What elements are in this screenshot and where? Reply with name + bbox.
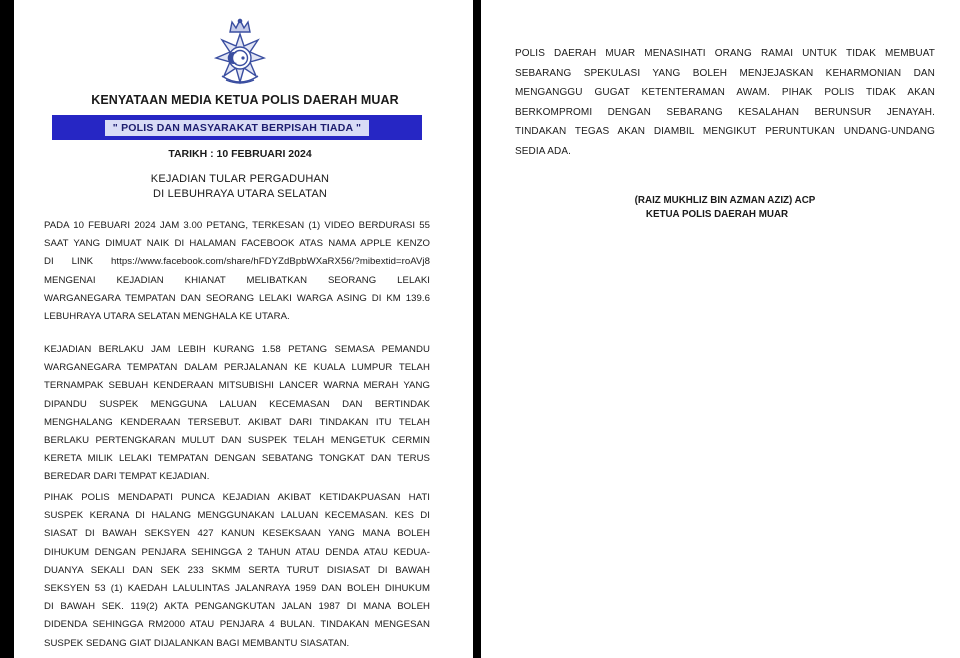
signatory-name: (RAIZ MUKHLIZ BIN AZMAN AZIZ) ACP — [634, 195, 816, 206]
text-line: DUANYA SEKALI DAN SEK 233 SKMM SERTA TURUT DISIASAT DI BAWAH — [44, 564, 430, 576]
subtitle — [40, 172, 440, 202]
text-line: DIHUKUM DENGAN PENJARA SEHINGGA 2 TAHUN ATAU DENDA ATAU KEDUA- — [44, 546, 430, 558]
text-line: SEDIA ADA. — [515, 145, 572, 157]
subtitle-line: KEJADIAN TULAR PERGADUHAN — [150, 173, 330, 185]
text-line: SUSPEK SEDANG GIAT DIJALANKAN BAGI MEMBANTU SIASATAN. — [44, 637, 350, 649]
facebook-link-line: DI LINK https://www.facebook.com/share/hFDYZdBpbWXaRX56/?mibextid=roAVj8 — [44, 256, 430, 268]
text-line: BERLAKU PERTENGKARAN MULUT DAN SUSPEK TELAH MENGETUK CERMIN — [44, 435, 430, 447]
subtitle-line: DI LEBUHRAYA UTARA SELATAN — [152, 188, 328, 200]
text-line: TERNAMPAK SEBUAH KENDERAAN MITSUBISHI LANCER WARNA MERAH YANG — [44, 380, 430, 392]
text-line: LEBUHRAYA UTARA SELATAN MENGHALA KE UTARA. — [44, 311, 290, 323]
text-line: POLIS DAERAH MUAR MENASIHATI ORANG RAMAI UNTUK TIDAK MEMBUAT — [515, 48, 935, 59]
text-line: KEJADIAN BERLAKU JAM LEBIH KURANG 1.58 PETANG SEMASA PEMANDU — [44, 344, 430, 355]
text-line: DIDENDA SEHINGGA RM2000 ATAU PENJARA 4 BULAN. TINDAKAN MENGESAN — [44, 619, 430, 631]
page-divider — [473, 0, 481, 658]
signatory-title: KETUA POLIS DAERAH MUAR — [645, 209, 789, 220]
text-line: KERETA MILIK LELAKI TEMPATAN DENGAN SEBATANG TONGKAT DAN TERUS — [44, 453, 430, 465]
paragraph-4 — [515, 44, 935, 162]
text-line: WARGANEGARA TEMPATAN DALAM PERJALANAN KE KUALA LUMPUR TELAH — [44, 362, 430, 374]
text-line: SUSPEK KERANA DI HALANG MENGGUNAKAN LALUAN KECEMASAN. KES DI — [44, 510, 430, 522]
text-line: PADA 10 FEBUARI 2024 JAM 3.00 PETANG, TERKESAN (1) VIDEO BERDURASI 55 — [44, 220, 430, 231]
paragraph-3 — [44, 489, 430, 653]
left-frame-border — [0, 0, 14, 658]
text-line: SIASAT DI BAWAH SEKSYEN 427 KANUN KESEKSAAN YANG MANA BOLEH — [44, 528, 430, 540]
police-crest-icon — [208, 18, 272, 88]
paragraph-2 — [44, 341, 430, 487]
page-title: KENYATAAN MEDIA KETUA POLIS DAERAH MUAR — [91, 93, 399, 107]
signature-block — [560, 194, 880, 222]
text-line: DI BAWAH SEK. 119(2) AKTA PENGANGKUTAN JALAN 1987 DI MANA BOLEH — [44, 601, 430, 613]
paragraph-1 — [44, 217, 430, 326]
motto-text: " POLIS DAN MASYARAKAT BERPISAH TIADA " — [105, 120, 369, 136]
text-line: MENGHALANG KENDERAAN TERSEBUT. AKIBAT DARI TINDAKAN ITU TELAH — [44, 416, 430, 428]
text-line: SEBARANG SPEKULASI YANG BOLEH MENJEJASKAN KEHARMONIAN DAN — [515, 67, 935, 79]
text-line: PIHAK POLIS MENDAPATI PUNCA KEJADIAN AKIBAT KETIDAKPUASAN HATI — [44, 492, 430, 503]
text-line: DIPANDU SUSPEK MENGGUNA LALUAN KECEMASAN DAN BERTINDAK — [44, 398, 430, 410]
text-line: BERKOMPROMI DENGAN SEBARANG KESALAHAN BERUNSUR JENAYAH. — [515, 106, 935, 118]
text-line: MENGENAI KEJADIAN KHIANAT MELIBATKAN SEORANG LELAKI — [44, 274, 430, 286]
text-line: BEREDAR DARI TEMPAT KEJADIAN. — [44, 471, 210, 483]
text-line: SAAT YANG DIMUAT NAIK DI HALAMAN FACEBOOK ATAS NAMA APPLE KENZO — [44, 238, 430, 250]
text-line: MENGANGGU GUGAT KETENTERAMAN AWAM. PIHAK POLIS TIDAK AKAN — [515, 87, 935, 99]
motto-banner — [52, 115, 422, 140]
text-line: TINDAKAN TEGAS AKAN DIAMBIL MENGIKUT PERUNTUKAN UNDANG-UNDANG — [515, 126, 935, 138]
text-line: WARGANEGARA TEMPATAN DAN SEORANG LELAKI WARGA ASING DI KM 139.6 — [44, 292, 430, 304]
text-line: SEKSYEN 53 (1) KAEDAH LALULINTAS JALANRAYA 1959 DAN BOLEH DIHUKUM — [44, 583, 430, 595]
date-line: TARIKH : 10 FEBRUARI 2024 — [168, 148, 312, 160]
